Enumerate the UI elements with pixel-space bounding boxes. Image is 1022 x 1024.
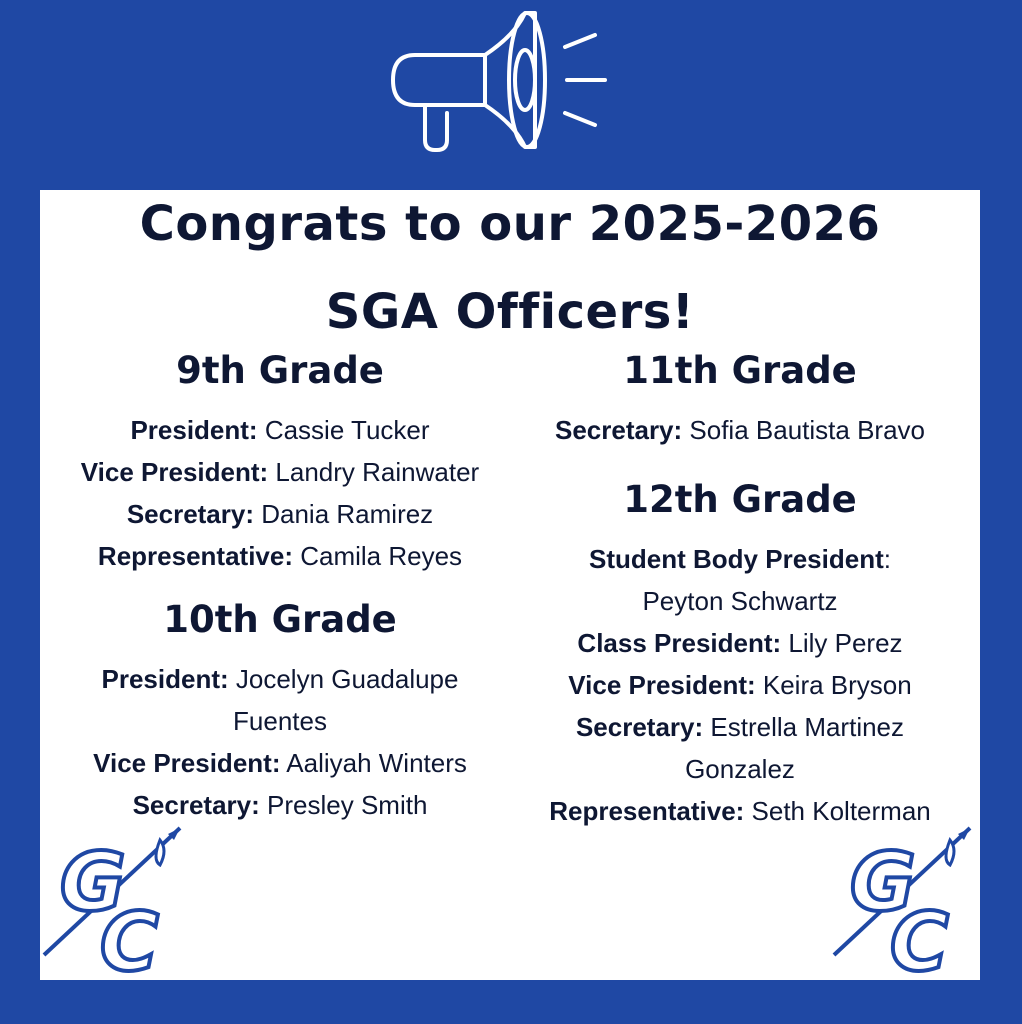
grade-heading-10: 10th Grade <box>163 598 397 641</box>
right-column <box>510 349 970 832</box>
officer-name: Dania Ramirez <box>254 499 434 529</box>
announcement-card <box>40 190 980 980</box>
officer-line <box>40 742 520 784</box>
grade-heading-11: 11th Grade <box>623 349 857 392</box>
school-logo-icon <box>830 820 980 980</box>
officer-line <box>40 451 520 493</box>
grade-heading-12: 12th Grade <box>623 478 857 521</box>
officer-line <box>40 409 520 451</box>
grade-heading-9: 9th Grade <box>176 349 384 392</box>
officer-role: Secretary: <box>126 499 255 529</box>
officer-name: Jocelyn Guadalupe <box>228 664 459 694</box>
officer-role: Class President: <box>577 628 782 658</box>
left-column <box>40 349 520 826</box>
officer-role: Secretary: <box>554 415 683 445</box>
school-logo-icon <box>40 820 190 980</box>
officer-punct: : <box>883 544 891 574</box>
officer-line <box>510 538 970 580</box>
officer-role: Representative: <box>97 541 293 571</box>
officer-role: President: <box>101 664 229 694</box>
officer-name-continued: Peyton Schwartz <box>642 586 838 616</box>
officer-line <box>40 535 520 577</box>
officer-line <box>510 664 970 706</box>
svg-text:G: G <box>850 836 916 929</box>
officer-name: Estrella Martinez <box>703 712 905 742</box>
title-line-2: SGA Officers! <box>325 284 695 340</box>
officer-role: Secretary: <box>575 712 704 742</box>
svg-text:C: C <box>100 896 159 980</box>
officer-role: Vice President: <box>80 457 269 487</box>
officer-name: Seth Kolterman <box>744 796 931 826</box>
officer-name: Keira Bryson <box>755 670 912 700</box>
officer-role: Vice President: <box>93 748 281 778</box>
officer-line <box>40 658 520 700</box>
officer-role: Student Body President <box>589 544 884 574</box>
officer-name: Presley Smith <box>259 790 428 820</box>
officer-name: Landry Rainwater <box>268 457 480 487</box>
officer-line <box>510 622 970 664</box>
officer-line <box>510 706 970 748</box>
megaphone-icon <box>385 5 615 155</box>
officer-role: President: <box>130 415 258 445</box>
svg-text:G: G <box>60 836 126 929</box>
officer-name-continued: Fuentes <box>233 706 327 736</box>
officer-line <box>510 409 970 451</box>
svg-text:C: C <box>890 896 949 980</box>
officer-name-continued: Gonzalez <box>685 754 795 784</box>
officer-role: Representative: <box>549 796 745 826</box>
officer-name: Sofia Bautista Bravo <box>682 415 925 445</box>
officer-line <box>40 493 520 535</box>
officer-name: Camila Reyes <box>293 541 463 571</box>
officer-name: Lily Perez <box>781 628 903 658</box>
officer-role: Secretary: <box>132 790 260 820</box>
title-line-1: Congrats to our 2025-2026 <box>139 196 881 252</box>
officer-name: Cassie Tucker <box>257 415 430 445</box>
officer-name: Aaliyah Winters <box>280 748 467 778</box>
officer-role: Vice President: <box>568 670 756 700</box>
